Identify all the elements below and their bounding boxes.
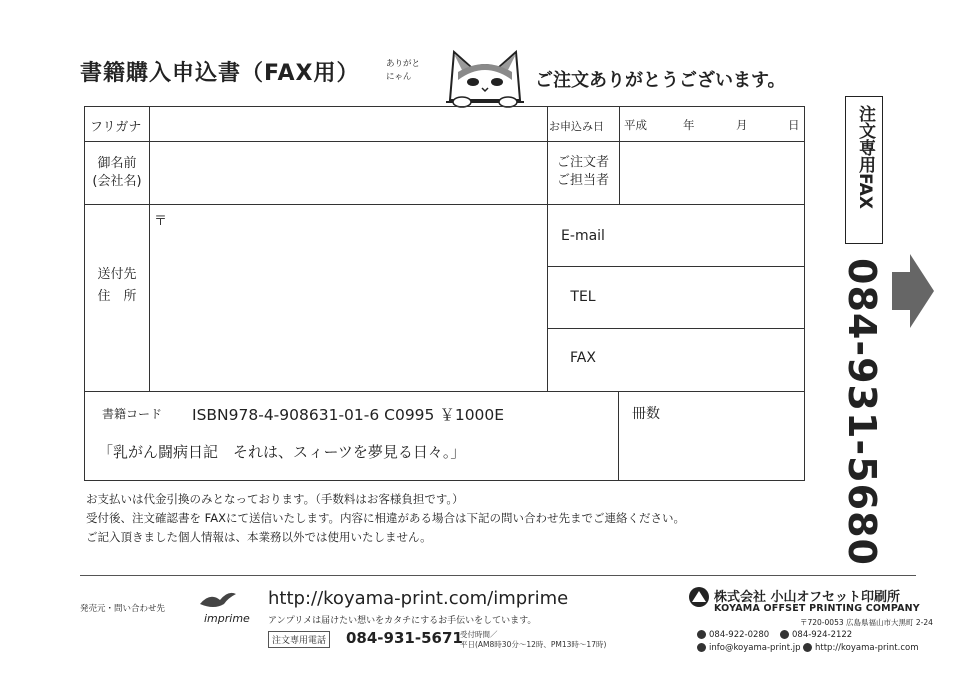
name-label-line1: 御名前 xyxy=(97,156,137,171)
company-phone xyxy=(697,630,769,640)
contact-label-line1: ご注文者 xyxy=(556,155,609,170)
email-label: E-mail xyxy=(561,228,605,244)
bird-icon xyxy=(196,588,240,612)
company-fax xyxy=(780,630,852,640)
fax-field[interactable] xyxy=(620,329,804,390)
name-label-line2: (会社名) xyxy=(92,174,142,189)
fax-label: FAX xyxy=(570,350,596,366)
thank-you-message: ご注文ありがとうございます。 xyxy=(535,70,786,91)
quantity-label: 冊数 xyxy=(632,406,660,422)
phone-icon xyxy=(697,630,706,639)
contact-person-field[interactable] xyxy=(620,142,804,203)
cat-note-line2: にゃん xyxy=(386,72,412,82)
footer-divider xyxy=(80,575,916,576)
phone-text: 084-922-0280 xyxy=(709,630,770,640)
company-address: 〒720-0053 広島県福山市大黒町 2-24 xyxy=(800,618,933,627)
notes xyxy=(86,490,685,547)
era-label: 平成 xyxy=(624,118,647,132)
col-divider xyxy=(547,106,548,391)
postal-mark: 〒 xyxy=(154,214,168,229)
company-email xyxy=(697,643,801,653)
fax-number: 084-931-5680 xyxy=(840,258,884,566)
globe-icon xyxy=(803,643,812,652)
email-text[interactable]: info@koyama-print.jp xyxy=(709,643,801,653)
furigana-field[interactable] xyxy=(150,107,546,140)
note-line: 受付後、注文確認書を FAXにて送信いたします。内容に相違がある場合は下記の問い合わせ先までご連絡ください。 xyxy=(86,511,686,525)
cat-speech-text xyxy=(386,58,420,84)
company-logo-icon xyxy=(688,586,710,608)
tagline: アンプリメは届けたい想いをカタチにするお手伝いをしています。 xyxy=(268,616,537,626)
tel-label: TEL xyxy=(570,289,596,305)
url[interactable]: http://koyama-print.com/imprime xyxy=(268,588,569,609)
year-label: 年 xyxy=(683,118,695,132)
fax-order-label: 注文専用FAX xyxy=(855,105,875,209)
book-code: ISBN978-4-908631-01-6 C0995 ￥1000E xyxy=(192,406,505,424)
address-label-line1: 送付先 xyxy=(97,267,137,282)
tel-badge: 注文専用電話 xyxy=(268,631,330,648)
cat-illustration xyxy=(440,30,530,108)
row-divider xyxy=(84,391,805,392)
office-hours xyxy=(460,630,606,650)
note-line: ご記入頂きました個人情報は、本業務以外では使用いたしません。 xyxy=(86,530,432,544)
order-tel-number: 084-931-5671 xyxy=(346,629,463,647)
mail-icon xyxy=(697,643,706,652)
tel-field[interactable] xyxy=(620,267,804,327)
sender-label: 発売元・問い合わせ先 xyxy=(80,604,166,614)
fax-label-box xyxy=(845,96,883,244)
furigana-label: フリガナ xyxy=(90,120,142,135)
arrow-right-icon xyxy=(892,254,936,328)
order-date-label: お申込み日 xyxy=(549,120,604,133)
cat-note-line1: ありがと xyxy=(386,59,421,69)
fax-text: 084-924-2122 xyxy=(792,630,853,640)
company-web xyxy=(803,643,918,653)
web-text[interactable]: http://koyama-print.com xyxy=(815,643,919,653)
hours-line1: 受付時間／ xyxy=(460,630,498,639)
address-label-line2: 住 所 xyxy=(97,289,137,304)
quantity-field[interactable] xyxy=(620,425,804,480)
address-label xyxy=(86,264,148,308)
contact-label xyxy=(549,154,617,190)
imprime-logo: imprime xyxy=(204,612,250,625)
note-line: お支払いは代金引換のみとなっております。（手数料はお客様負担です。） xyxy=(86,492,464,506)
col-divider xyxy=(618,391,619,481)
name-label xyxy=(86,155,148,191)
company-name-en: KOYAMA OFFSET PRINTING COMPANY xyxy=(714,603,920,614)
form-title: 書籍購入申込書（FAX用） xyxy=(80,61,360,86)
month-label: 月 xyxy=(736,118,748,132)
book-code-label: 書籍コード xyxy=(102,407,163,421)
company-name-jp: 株式会社 小山オフセット印刷所 xyxy=(714,590,901,605)
day-label: 日 xyxy=(788,118,800,132)
name-field[interactable] xyxy=(150,142,546,203)
book-title: 「乳がん闘病日記 それは、スィーツを夢見る日々。」 xyxy=(98,443,466,461)
email-field[interactable] xyxy=(620,205,804,265)
fax-icon xyxy=(780,630,789,639)
hours-line2: 平日(AM8時30分〜12時、PM13時〜17時) xyxy=(460,640,607,649)
contact-label-line2: ご担当者 xyxy=(556,173,609,188)
address-field[interactable] xyxy=(150,205,546,390)
